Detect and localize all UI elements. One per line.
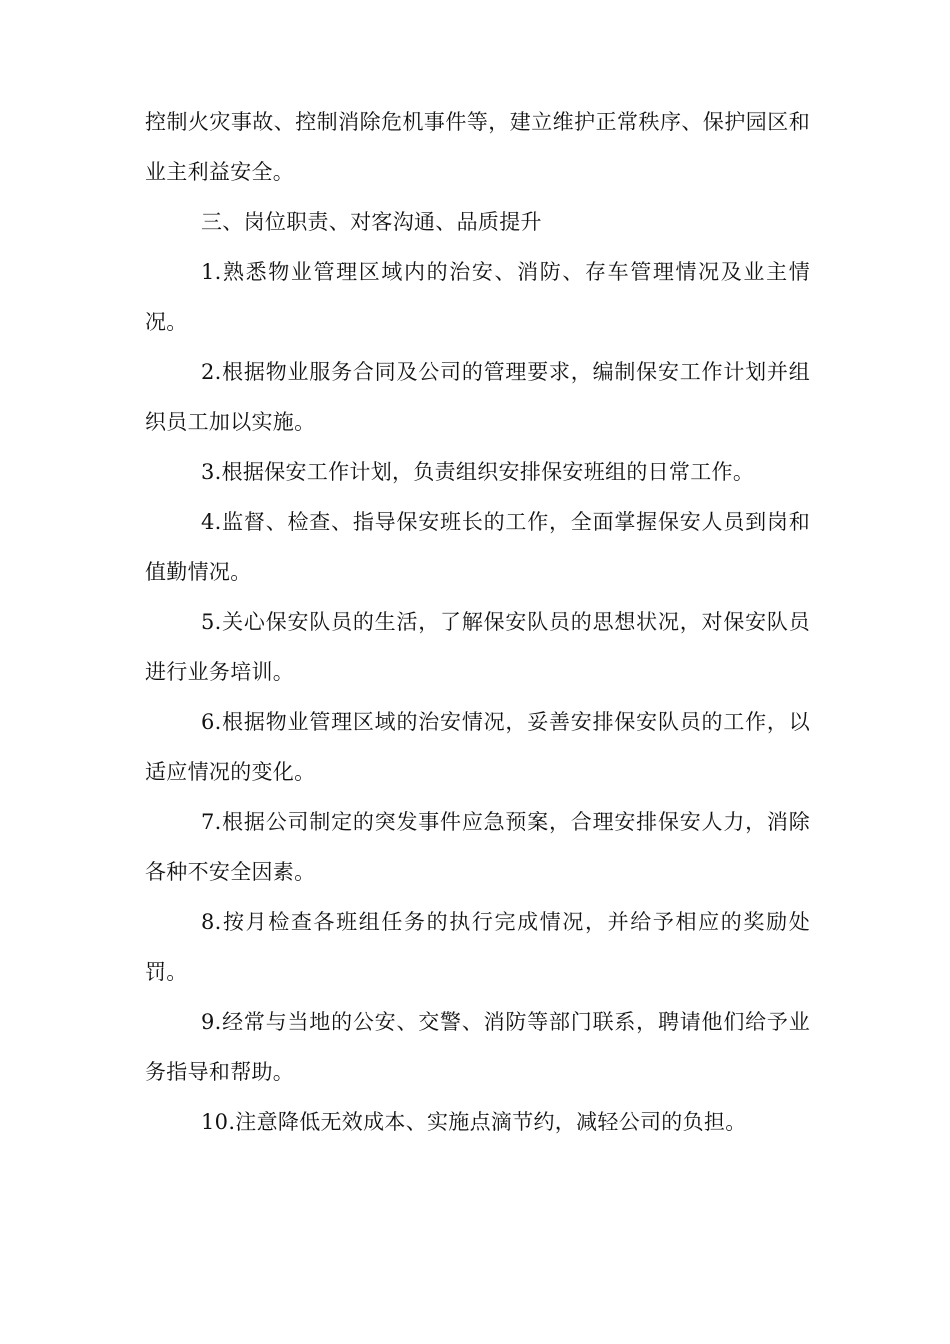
section-heading: 三、岗位职责、对客沟通、品质提升 xyxy=(201,210,542,234)
duty-item-9: 9.经常与当地的公安、交警、消防等部门联系，聘请他们给予业务指导和帮助。 xyxy=(145,1010,810,1084)
duty-item-5: 5.关心保安队员的生活，了解保安队员的思想状况，对保安队员进行业务培训。 xyxy=(145,610,810,684)
duty-item-10: 10.注意降低无效成本、实施点滴节约，减轻公司的负担。 xyxy=(201,1110,747,1134)
paragraph-intro-continuation: 控制火灾事故、控制消除危机事件等，建立维护正常秩序、保护园区和业主利益安全。 xyxy=(145,110,810,184)
duty-item-7: 7.根据公司制定的突发事件应急预案，合理安排保安人力，消除各种不安全因素。 xyxy=(145,810,810,884)
duty-item-8: 8.按月检查各班组任务的执行完成情况，并给予相应的奖励处罚。 xyxy=(145,910,810,984)
duty-item-2: 2.根据物业服务合同及公司的管理要求，编制保安工作计划并组织员工加以实施。 xyxy=(145,360,810,434)
document-body xyxy=(145,97,810,1147)
duty-item-1: 1.熟悉物业管理区域内的治安、消防、存车管理情况及业主情况。 xyxy=(145,260,810,334)
duty-item-6: 6.根据物业管理区域的治安情况，妥善安排保安队员的工作，以适应情况的变化。 xyxy=(145,710,810,784)
duty-item-3: 3.根据保安工作计划，负责组织安排保安班组的日常工作。 xyxy=(201,460,755,484)
duty-item-4: 4.监督、检查、指导保安班长的工作，全面掌握保安人员到岗和值勤情况。 xyxy=(145,510,810,584)
